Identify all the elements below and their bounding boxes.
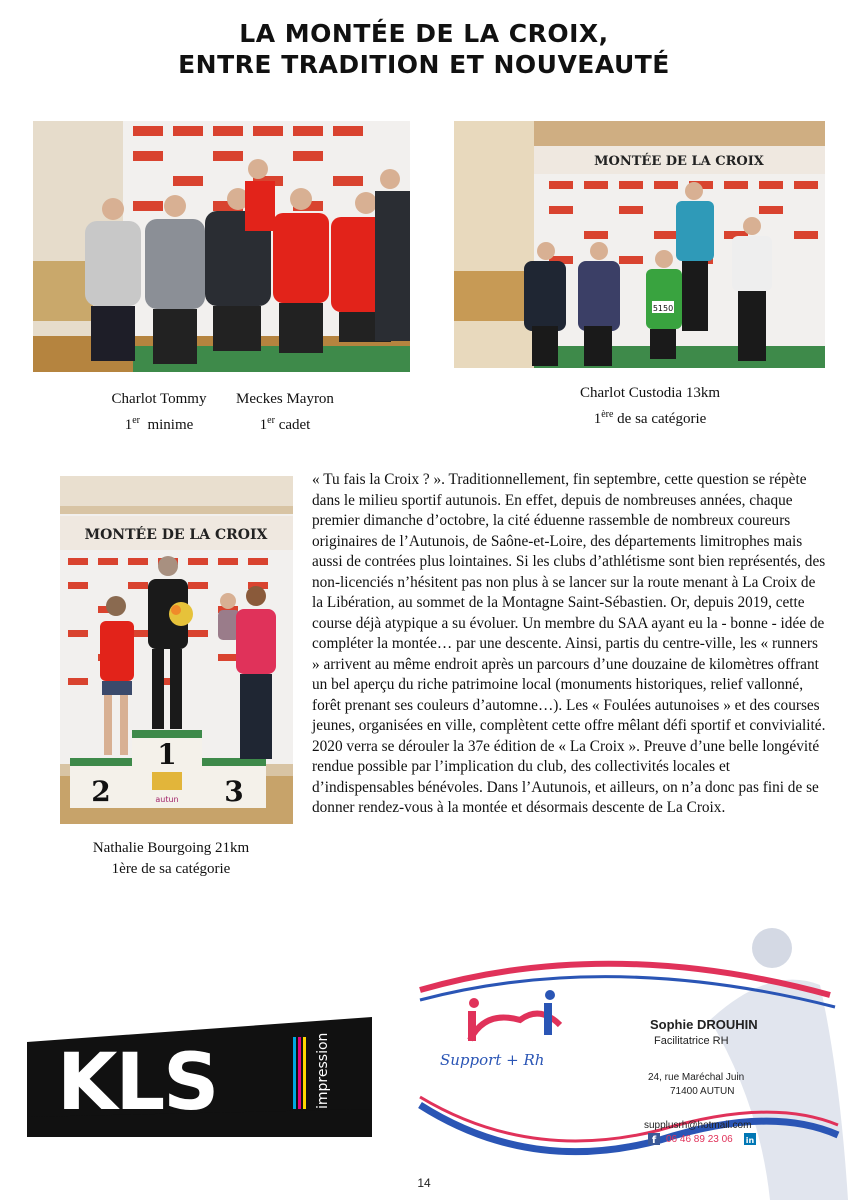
caption-name: Nathalie Bourgoing 21km [92, 840, 250, 856]
photo-men-podium [33, 121, 410, 372]
title-line-2: ENTRE TRADITION ET NOUVEAUTÉ [178, 50, 670, 79]
support-rh-graphics [410, 925, 848, 1200]
caption-charlot-custodia [540, 383, 760, 430]
podium-2: 2 [91, 775, 111, 808]
caption-category: 1ère de sa catégorie [111, 861, 231, 877]
podium-3: 3 [224, 775, 244, 808]
page-number: 14 [417, 1176, 431, 1190]
caption-name: Meckes Mayron [236, 391, 334, 407]
photo-nathalie-21km [60, 476, 293, 824]
support-rh-ad[interactable] [410, 925, 848, 1200]
photo2-banner-text: MONTÉE DE LA CROIX [594, 154, 764, 169]
photo3-banner-text: MONTÉE DE LA CROIX [84, 527, 268, 543]
title-line-1: LA MONTÉE DE LA CROIX, [239, 19, 609, 48]
caption-rank-suffix: er [132, 415, 140, 426]
photo-women-13km [454, 121, 825, 368]
caption-rank: 1 [593, 411, 602, 427]
caption-meckes-mayron [220, 389, 350, 436]
kls-impression-ad[interactable] [27, 997, 372, 1137]
caption-rank-suffix: er [267, 415, 275, 426]
support-rh-brand: Support + Rh [440, 1051, 545, 1069]
caption-category: cadet [278, 417, 311, 433]
caption-charlot-tommy [93, 389, 225, 436]
caption-category: de sa catégorie [617, 411, 707, 427]
rh-address-line1: 24, rue Maréchal Juin [648, 1072, 745, 1083]
caption-nathalie-bourgoing [60, 838, 282, 880]
rh-email[interactable]: supplusrh@hotmail.com [644, 1120, 752, 1131]
caption-rank: 1 [259, 417, 268, 433]
page-title [0, 18, 848, 80]
caption-rank-suffix: ère [601, 409, 614, 420]
podium-logo-text: autun [155, 795, 179, 804]
caption-rank: 1 [124, 417, 133, 433]
rh-person-role: Facilitatrice RH [654, 1035, 729, 1047]
kls-sub-text: impression [315, 1032, 331, 1109]
caption-name: Charlot Tommy [111, 391, 207, 407]
rh-person-name: Sophie DROUHIN [650, 1017, 758, 1032]
rh-address-line2: 71400 AUTUN [670, 1086, 735, 1097]
facebook-icon[interactable]: f [651, 1135, 657, 1146]
podium-1: 1 [157, 738, 177, 771]
caption-name: Charlot Custodia 13km [580, 385, 720, 401]
linkedin-icon[interactable]: in [745, 1136, 755, 1145]
photo2-bib-text: 5150 [652, 304, 674, 313]
caption-category: minime [147, 417, 194, 433]
article-body: « Tu fais la Croix ? ». Traditionnellement, fin septembre, cette question se répète dans le milieu sportif autunois. En effet, depuis de nombreuses années, chaque premier dimanche d’octobre, la cité éduenne rassemble de nombreux coureurs originaires de l’Autunois, de Saône-et-Loire, des départements limitrophes mais aussi de contrées plus lointaines. Si les clubs d’athlétisme sont bien représentés, des non-licenciés n’hésitent pas non plus à se lancer sur la route menant à La Croix de la Libération, au sommet de la Montagne Saint-Sébastien. Or, depuis 2019, cette course déjà atypique a su évoluer. Un membre du SAA ayant eu la - bonne - idée de compléter la montée… par une descente. Ainsi, partis du centre-ville, les « runners » arrivent au même endroit après un parcours d’une douzaine de kilomètres offrant un bel aperçu du riche patrimoine local (monuments historiques, relief vallonné, forêt prenant ses couleurs d’automne…). Les « Foulées autunoises » et des courses jeunes, organisées en ville, complètent cette offre mêlant défi sportif et convivialité. 2020 verra se dérouler la 37e édition de « La Croix ». Preuve d’une belle longévité rendue possible par l’implication du club, des collectivités locales et d’indispensables bénévoles. Dans l’Autunois, et ailleurs, on n’a donc pas fini de se donner rendez-vous à la montée et désormais descente de La Croix. [312, 471, 826, 816]
rh-phone[interactable]: 06 46 89 23 06 [666, 1134, 733, 1145]
kls-logo-text: KLS [57, 1038, 218, 1128]
